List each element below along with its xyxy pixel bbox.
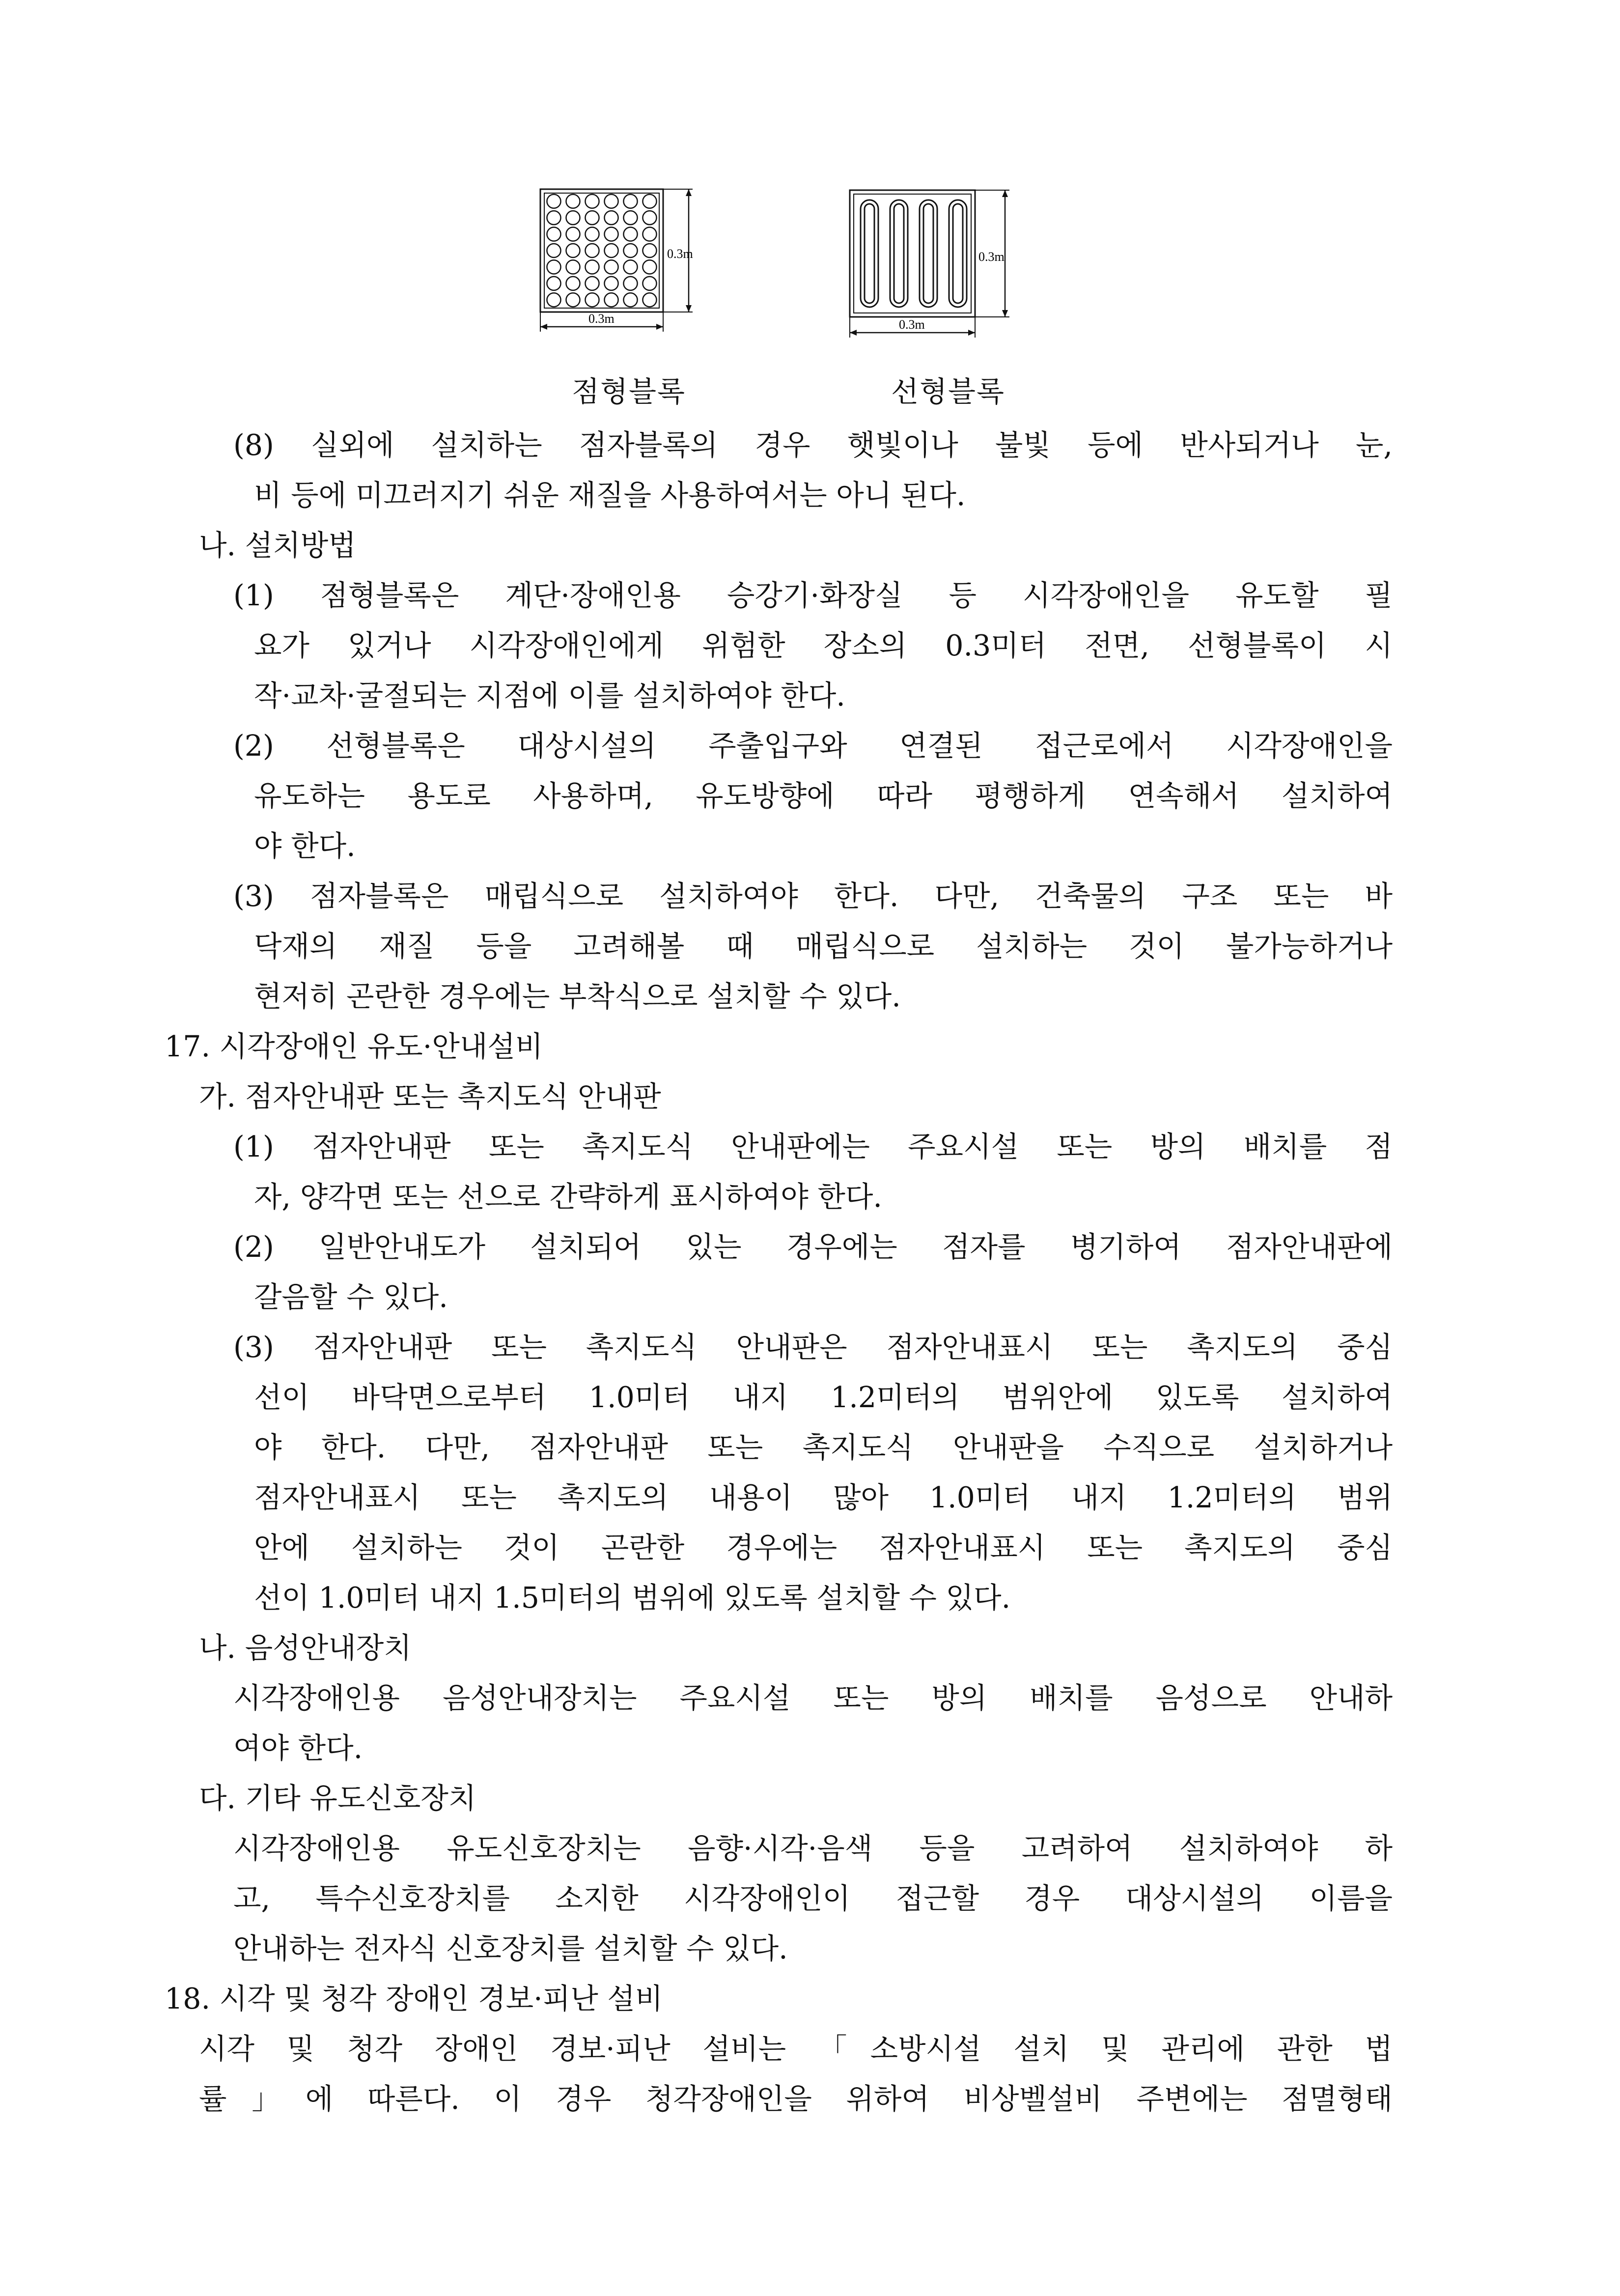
braille-dot xyxy=(604,260,618,274)
line-width-label: 0.3m xyxy=(899,317,925,332)
text-line: 고, 특수신호장치를 소지한 시각장애인이 접근할 경우 대상시설의 이름을 xyxy=(233,1882,1393,1915)
braille-dot xyxy=(547,244,560,257)
line-height-label: 0.3m xyxy=(978,250,1005,264)
text-line: 갈음할 수 있다. xyxy=(254,1280,448,1314)
text-line: 작·교차·굴절되는 지점에 이를 설치하여야 한다. xyxy=(254,679,845,712)
braille-dot xyxy=(566,293,580,307)
braille-dot xyxy=(623,195,637,208)
line-bars xyxy=(861,200,967,307)
dot-width-label: 0.3m xyxy=(588,312,614,326)
text-line: 시각장애인용 유도신호장치는 음향·시각·음색 등을 고려하여 설치하여야 하 xyxy=(233,1832,1393,1865)
braille-dot xyxy=(604,227,618,241)
braille-dot xyxy=(566,211,580,225)
braille-dot xyxy=(642,277,656,290)
braille-dot xyxy=(585,195,599,208)
braille-dot xyxy=(585,211,599,225)
text-line: 안에 설치하는 것이 곤란한 경우에는 점자안내표시 또는 촉지도의 중심 xyxy=(254,1531,1393,1564)
braille-dot xyxy=(604,211,618,225)
text-line: (2) 선형블록은 대상시설의 주출입구와 연결된 접근로에서 시각장애인을 xyxy=(233,729,1393,763)
braille-dot xyxy=(566,244,580,257)
text-line: 점자안내표시 또는 촉지도의 내용이 많아 1.0미터 내지 1.2미터의 범위 xyxy=(254,1481,1393,1514)
braille-dot xyxy=(604,244,618,257)
text-line: 여야 한다. xyxy=(233,1731,363,1765)
braille-dot xyxy=(604,195,618,208)
text-line: 가. 점자안내판 또는 촉지도식 안내판 xyxy=(199,1080,661,1113)
text-line: 다. 기타 유도신호장치 xyxy=(199,1782,476,1815)
text-line: (3) 점자블록은 매립식으로 설치하여야 한다. 다만, 건축물의 구조 또는 바 xyxy=(233,879,1393,913)
braille-dot xyxy=(547,260,560,274)
line-block-figure xyxy=(845,184,1051,361)
braille-dot xyxy=(604,293,618,307)
braille-dot xyxy=(642,260,656,274)
text-line: 야 한다. xyxy=(254,829,356,863)
text-line: 시각 및 청각 장애인 경보·피난 설비는 「소방시설 설치 및 관리에 관한 법 xyxy=(199,2032,1393,2066)
text-line: 률」에 따른다. 이 경우 청각장애인을 위하여 비상벨설비 주변에는 점멸형태 xyxy=(199,2082,1393,2116)
braille-dot xyxy=(642,195,656,208)
text-line: (2) 일반안내도가 설치되어 있는 경우에는 점자를 병기하여 점자안내판에 xyxy=(233,1230,1393,1264)
braille-dot xyxy=(547,277,560,290)
line-block-caption: 선형블록 xyxy=(891,375,1006,408)
braille-dot xyxy=(623,211,637,225)
braille-dot xyxy=(623,260,637,274)
text-line: 안내하는 전자식 신호장치를 설치할 수 있다. xyxy=(233,1932,788,1965)
braille-dot xyxy=(642,227,656,241)
braille-dot xyxy=(623,293,637,307)
text-line: 비 등에 미끄러지기 쉬운 재질을 사용하여서는 아니 된다. xyxy=(254,479,966,512)
line-block-diagram xyxy=(845,184,1051,361)
braille-dot xyxy=(623,227,637,241)
braille-dot xyxy=(642,293,656,307)
text-line: 닥재의 재질 등을 고려해볼 때 매립식으로 설치하는 것이 불가능하거나 xyxy=(254,930,1393,963)
text-line: 현저히 곤란한 경우에는 부착식으로 설치할 수 있다. xyxy=(254,980,901,1013)
text-line: (8) 실외에 설치하는 점자블록의 경우 햇빛이나 불빛 등에 반사되거나 눈, xyxy=(233,428,1393,462)
dot-block-caption: 점형블록 xyxy=(571,375,686,408)
text-line: (1) 점형블록은 계단·장애인용 승강기·화장실 등 시각장애인을 유도할 필 xyxy=(233,579,1393,612)
text-line: 17. 시각장애인 유도·안내설비 xyxy=(165,1030,543,1063)
document-body xyxy=(165,420,1393,2124)
braille-dot xyxy=(642,211,656,225)
braille-dot xyxy=(585,293,599,307)
braille-dot xyxy=(547,227,560,241)
braille-dot xyxy=(547,211,560,225)
braille-dot xyxy=(585,244,599,257)
text-line: (1) 점자안내판 또는 촉지도식 안내판에는 주요시설 또는 방의 배치를 점 xyxy=(233,1130,1393,1163)
dot-height-label: 0.3m xyxy=(667,247,693,261)
braille-dot xyxy=(585,260,599,274)
braille-dot xyxy=(623,244,637,257)
braille-dot xyxy=(623,277,637,290)
braille-dot xyxy=(585,227,599,241)
text-line: (3) 점자안내판 또는 촉지도식 안내판은 점자안내표시 또는 촉지도의 중심 xyxy=(233,1331,1393,1364)
braille-dot xyxy=(566,260,580,274)
text-line: 자, 양각면 또는 선으로 간략하게 표시하여야 한다. xyxy=(254,1180,882,1214)
text-line: 선이 바닥면으로부터 1.0미터 내지 1.2미터의 범위안에 있도록 설치하여 xyxy=(254,1381,1393,1414)
text-line: 야 한다. 다만, 점자안내판 또는 촉지도식 안내판을 수직으로 설치하거나 xyxy=(254,1431,1393,1464)
braille-dot xyxy=(547,195,560,208)
braille-dot xyxy=(566,277,580,290)
braille-dot xyxy=(604,277,618,290)
text-line: 시각장애인용 음성안내장치는 주요시설 또는 방의 배치를 음성으로 안내하 xyxy=(233,1681,1393,1715)
braille-dot xyxy=(566,227,580,241)
braille-dot xyxy=(547,293,560,307)
braille-dot xyxy=(566,195,580,208)
text-line: 유도하는 용도로 사용하며, 유도방향에 따라 평행하게 연속해서 설치하여 xyxy=(254,779,1393,813)
text-line: 나. 설치방법 xyxy=(199,529,356,562)
text-line: 18. 시각 및 청각 장애인 경보·피난 설비 xyxy=(165,1982,663,2015)
dot-block-diagram xyxy=(531,184,737,356)
braille-block-figures xyxy=(531,184,1006,410)
text-line: 나. 음성안내장치 xyxy=(199,1631,412,1665)
dot-block-figure xyxy=(531,184,737,356)
braille-dot xyxy=(585,277,599,290)
text-line: 요가 있거나 시각장애인에게 위험한 장소의 0.3미터 전면, 선형블록이 시 xyxy=(254,629,1393,662)
braille-dot xyxy=(642,244,656,257)
text-line: 선이 1.0미터 내지 1.5미터의 범위에 있도록 설치할 수 있다. xyxy=(254,1581,1011,1615)
